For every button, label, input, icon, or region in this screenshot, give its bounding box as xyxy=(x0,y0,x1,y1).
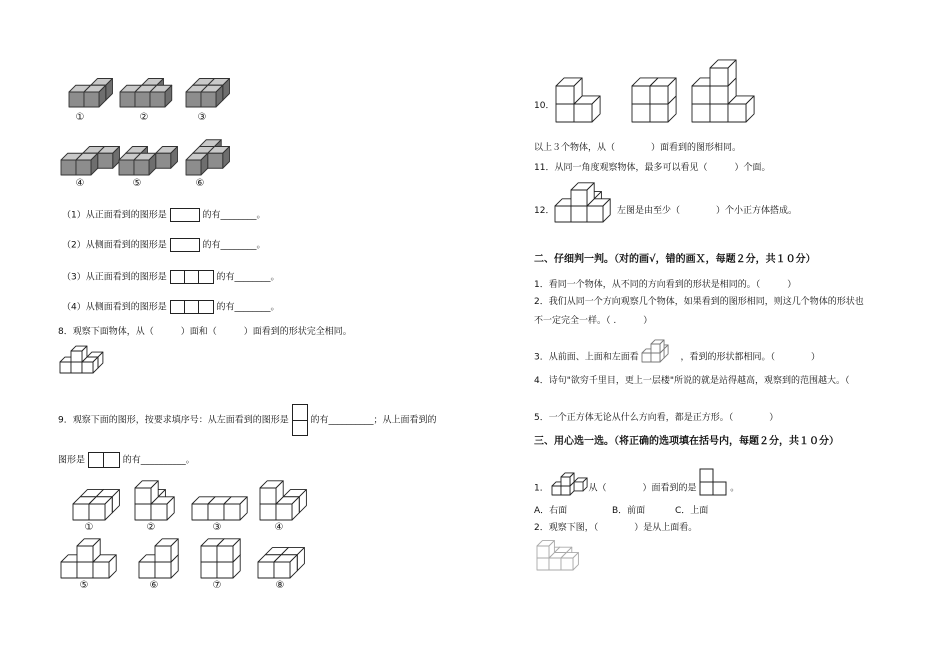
cube-icon xyxy=(224,497,247,520)
section-2-title: 二、仔细判一判。（对的画√，错的画Ｘ，每题２分，共１０分） xyxy=(534,254,816,265)
sec2-item-5: 5．一个正方体无论从什么方向看，都是正方形。（ ） xyxy=(534,413,779,423)
q9-label: ④ xyxy=(274,522,284,533)
q12-text: 左图是由至少（ ）个小正方体搭成。 xyxy=(617,206,798,216)
q9-line-1 xyxy=(58,404,437,436)
s3-q1-cube-figure xyxy=(552,472,586,500)
one-square-icon xyxy=(170,208,200,222)
cube-figures-grid xyxy=(55,78,275,188)
cube-icon xyxy=(155,539,178,562)
q12-cube-figure xyxy=(553,180,623,230)
q9-label: ⑧ xyxy=(275,580,285,591)
figure-label: ⑥ xyxy=(195,178,205,189)
s3-q2-cube-figure xyxy=(535,538,595,578)
q7-item-text: （1）从正面看到的图形是 xyxy=(62,210,167,221)
three-squares-icon xyxy=(170,270,214,284)
section-3-title: 三、用心选一选。（将正确的选项填在括号内，每题２分，共１０分） xyxy=(534,436,839,447)
cube-icon xyxy=(651,340,664,353)
q8-text: 8．观察下面物体，从（ ）面和（ ）面看到的形状完全相同。 xyxy=(58,327,352,337)
cube-icon xyxy=(561,553,578,570)
sec2-item-1: 1．看同一个物体，从不同的方向看到的形状是相同的。（ ） xyxy=(534,280,797,290)
s3-q2-text: 2．观察下图，（ ）是从上面看。 xyxy=(534,523,698,533)
q7-item-suffix: 的有________。 xyxy=(202,240,266,251)
cube-icon xyxy=(134,153,156,175)
cube-icon xyxy=(156,147,178,169)
cube-icon xyxy=(556,78,582,104)
q10-number: 10． xyxy=(534,101,555,111)
q7-item-suffix: 的有________。 xyxy=(216,302,280,313)
cube-icon xyxy=(135,481,158,504)
cube-icon xyxy=(89,497,112,520)
q9-text-b: 的有__________；从上面看到的 xyxy=(310,415,437,426)
q9-label: ③ xyxy=(212,522,222,533)
cube-icon xyxy=(217,539,240,562)
cube-icon xyxy=(84,85,106,107)
q9-label: ⑤ xyxy=(79,580,89,591)
q9-label: ② xyxy=(146,522,156,533)
q10-cube-figures xyxy=(552,72,782,142)
q9-text-d: 的有__________。 xyxy=(122,455,195,466)
l-shape-squares-icon xyxy=(699,468,727,496)
q7-item-suffix: 的有________。 xyxy=(202,210,266,221)
sec2-item-3-b: ，看到的形状都相同。（ ） xyxy=(680,352,820,363)
one-square-icon xyxy=(170,238,200,252)
cube-icon xyxy=(561,473,574,486)
cube-icon xyxy=(186,153,208,175)
cube-icon xyxy=(274,555,297,578)
figure-label: ③ xyxy=(197,112,207,123)
cube-icon xyxy=(574,478,587,491)
q9-text-c: 图形是 xyxy=(58,455,86,466)
q7-item-text: （3）从正面看到的图形是 xyxy=(62,272,167,283)
figure-label: ④ xyxy=(75,178,85,189)
cube-icon xyxy=(710,60,736,86)
cube-icon xyxy=(260,481,283,504)
q7-item-suffix: 的有________。 xyxy=(216,272,280,283)
cube-icon xyxy=(208,147,230,169)
sec2-item-2-cont: 不一定完全一样。（ . ） xyxy=(534,316,653,326)
s3-q1-end: 。 xyxy=(730,483,740,494)
cube-icon xyxy=(650,78,676,104)
vertical-two-squares-icon xyxy=(292,404,308,436)
sec2-item-2: 2．我们从同一个方向观察几个物体，如果看到的图形相同，则这几个物体的形状也 xyxy=(534,297,864,307)
sec2-item-3 xyxy=(534,345,820,369)
q11-text: 11．从同一角度观察物体，最多可以看见（ ）个面。 xyxy=(534,163,771,173)
s3-q1-text: 从（ ）面看到的是 xyxy=(588,483,697,494)
cube-icon xyxy=(201,85,223,107)
cube-icon xyxy=(76,153,98,175)
q9-label: ⑥ xyxy=(149,580,159,591)
sec2-cube-icon xyxy=(642,341,678,365)
s3-q1-option-a: A．右面 xyxy=(534,506,568,516)
s3-q1 xyxy=(534,474,739,502)
cube-icon xyxy=(537,541,554,558)
q7-item-1 xyxy=(62,208,266,222)
cube-icon xyxy=(150,85,172,107)
cube-icon xyxy=(571,183,594,206)
q12-number: 12． xyxy=(534,206,555,216)
cube-icon xyxy=(71,346,87,362)
figure-label: ① xyxy=(75,112,85,123)
q10-text: 以上３个物体，从（ ）面看到的图形相同。 xyxy=(534,143,742,153)
two-squares-icon xyxy=(88,452,120,468)
s3-q1-number: 1． xyxy=(534,483,549,494)
figure-label: ② xyxy=(139,112,149,123)
q7-item-3 xyxy=(62,270,280,284)
q8-cube-figure xyxy=(58,342,118,382)
sec2-item-3-a: 3．从前面、上面和左面看 xyxy=(534,352,639,363)
cube-icon xyxy=(77,539,100,562)
s3-q1-option-c: C．上面 xyxy=(675,506,709,516)
q7-item-4 xyxy=(62,300,280,314)
s3-q1-option-b: B．前面 xyxy=(612,506,646,516)
figure-label: ⑤ xyxy=(132,178,142,189)
q7-item-2 xyxy=(62,238,266,252)
q9-label: ⑦ xyxy=(212,580,222,591)
sec2-item-4: 4．诗句"欲穷千里目，更上一层楼"所说的就是站得越高，观察到的范围越大。（ xyxy=(534,376,850,386)
q7-item-text: （2）从侧面看到的图形是 xyxy=(62,240,167,251)
q7-item-text: （4）从侧面看到的图形是 xyxy=(62,302,167,313)
three-squares-icon xyxy=(170,300,214,314)
q9-line-2 xyxy=(58,452,195,468)
q9-label: ① xyxy=(84,522,94,533)
cube-icon xyxy=(98,147,120,169)
q9-text-a: 9．观察下面的图形，按要求填序号：从左面看到的图形是 xyxy=(58,415,289,426)
